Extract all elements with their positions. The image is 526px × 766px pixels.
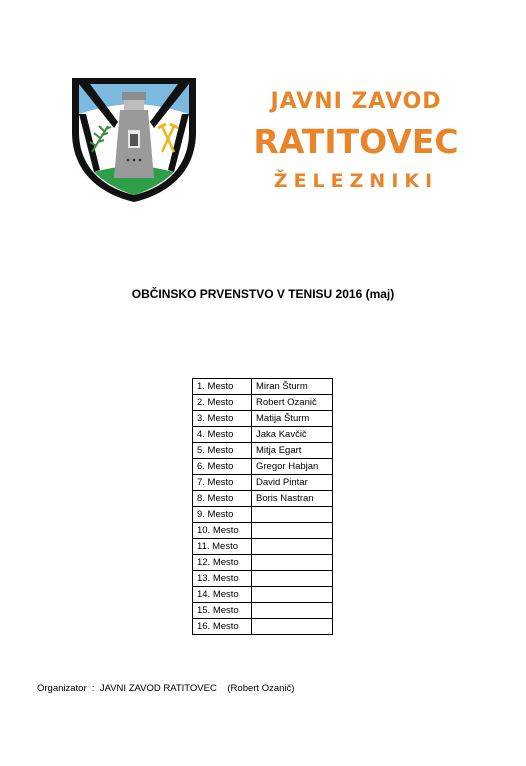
table-row [193, 443, 333, 459]
player-name-cell [252, 523, 333, 539]
table-row [193, 395, 333, 411]
player-name-cell [252, 539, 333, 555]
place-cell: 8. Mesto [193, 491, 252, 507]
player-name-cell: Boris Nastran [252, 491, 333, 507]
place-cell: 11. Mesto [193, 539, 252, 555]
player-name-cell: Matija Šturm [252, 411, 333, 427]
player-name-cell: Mitja Egart [252, 443, 333, 459]
player-name-cell: Miran Šturm [252, 379, 333, 395]
table-row [193, 571, 333, 587]
place-cell: 13. Mesto [193, 571, 252, 587]
place-cell: 6. Mesto [193, 459, 252, 475]
logo-line-javni-zavod: JAVNI ZAVOD [270, 89, 442, 114]
player-name-cell [252, 619, 333, 635]
ratitovec-logo [240, 90, 472, 200]
table-row [193, 587, 333, 603]
table-row [193, 491, 333, 507]
player-name-cell: David Pintar [252, 475, 333, 491]
table-row [193, 539, 333, 555]
place-cell: 12. Mesto [193, 555, 252, 571]
table-row [193, 507, 333, 523]
table-row [193, 379, 333, 395]
table-row [193, 475, 333, 491]
logo-line-ratitovec: RATITOVEC [253, 122, 459, 161]
place-cell: 9. Mesto [193, 507, 252, 523]
place-cell: 10. Mesto [193, 523, 252, 539]
zelezniki-coat-of-arms-icon [70, 74, 198, 204]
player-name-cell [252, 571, 333, 587]
place-cell: 3. Mesto [193, 411, 252, 427]
place-cell: 1. Mesto [193, 379, 252, 395]
document-title: OBČINSKO PRVENSTVO V TENISU 2016 (maj) [131, 287, 395, 301]
place-cell: 4. Mesto [193, 427, 252, 443]
player-name-cell [252, 603, 333, 619]
place-cell: 16. Mesto [193, 619, 252, 635]
logo-line-zelezniki: ŽELEZNIKI [273, 170, 439, 192]
place-cell: 14. Mesto [193, 587, 252, 603]
table-row [193, 523, 333, 539]
table-row [193, 619, 333, 635]
place-cell: 2. Mesto [193, 395, 252, 411]
player-name-cell: Robert Ozanič [252, 395, 333, 411]
player-name-cell: Jaka Kavčič [252, 427, 333, 443]
player-name-cell [252, 587, 333, 603]
results-table [192, 378, 333, 635]
player-name-cell [252, 555, 333, 571]
table-row [193, 603, 333, 619]
place-cell: 5. Mesto [193, 443, 252, 459]
organizer-line: Organizator : JAVNI ZAVOD RATITOVEC (Robert Ozanič) [37, 683, 295, 694]
results-table-body [193, 379, 333, 635]
place-cell: 7. Mesto [193, 475, 252, 491]
table-row [193, 427, 333, 443]
table-row [193, 459, 333, 475]
player-name-cell: Gregor Habjan [252, 459, 333, 475]
table-row [193, 411, 333, 427]
place-cell: 15. Mesto [193, 603, 252, 619]
table-row [193, 555, 333, 571]
player-name-cell [252, 507, 333, 523]
